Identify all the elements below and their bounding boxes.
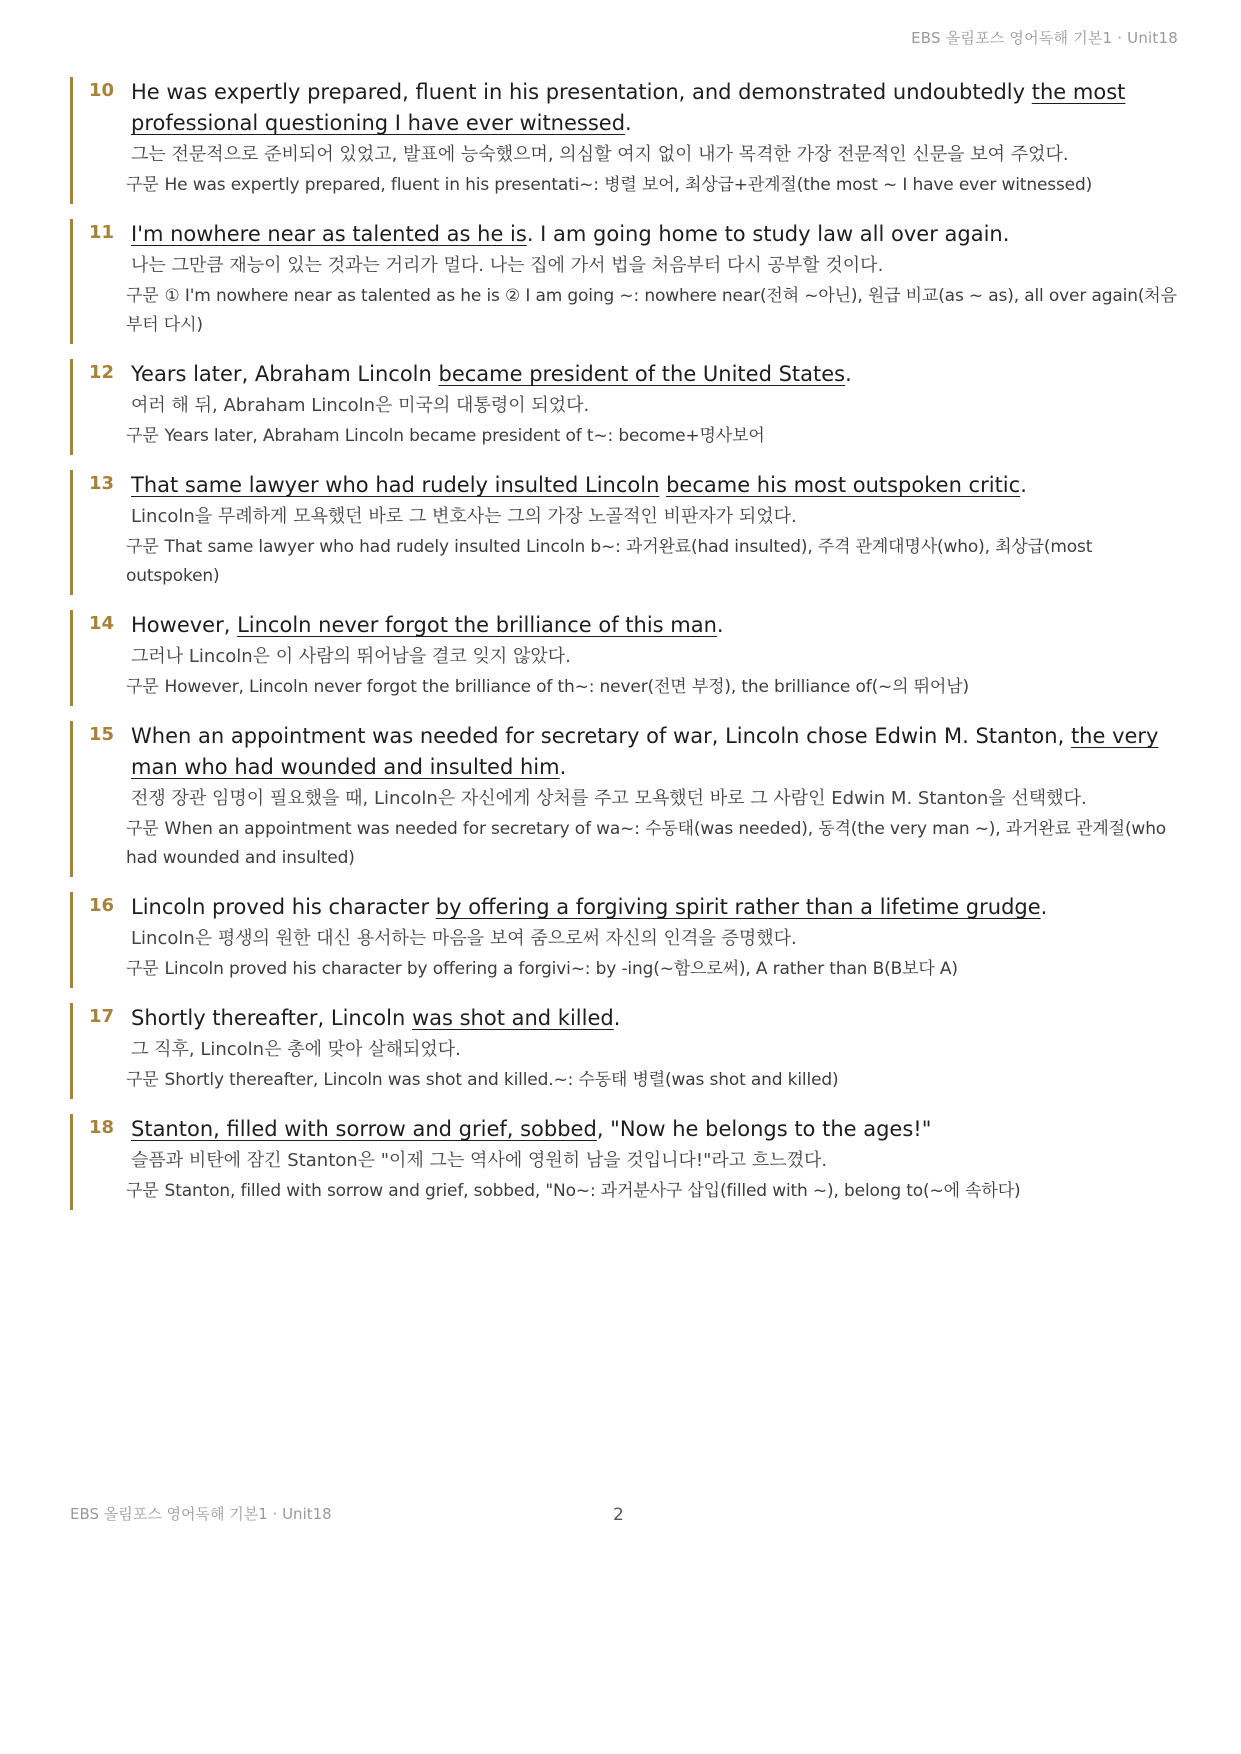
grammar-label: 구문 [126, 175, 159, 195]
running-header: EBS 올림포스 영어독해 기본1 · Unit18 [911, 29, 1178, 47]
underlined-phrase: I'm nowhere near as talented as he is [131, 222, 527, 246]
sentence-number: 16 [89, 895, 115, 916]
underlined-phrase: Stanton, filled with sorrow and grief, sobbed [131, 1117, 597, 1141]
grammar-text: ① I'm nowhere near as talented as he is ② I am going ~: nowhere near(전혀 ~아닌), 원급 비교(as ~ as), all over again(처음부터 다시) [126, 286, 1177, 335]
english-sentence [131, 721, 1180, 783]
sentence-list [70, 77, 1180, 1225]
sentence-item [70, 721, 1180, 877]
english-sentence [131, 219, 1180, 250]
sentence-text: He was expertly prepared, fluent in his presentation, and demonstrated undoubtedly [131, 80, 1032, 104]
sentence-text: . [716, 613, 724, 637]
sentence-item [70, 610, 1180, 706]
underlined-phrase: That same lawyer who had rudely insulted Lincoln [131, 473, 660, 497]
grammar-text: Stanton, filled with sorrow and grief, sobbed, "No~: 과거분사구 삽입(filled with ~), belong to(~에 속하다) [164, 1181, 1021, 1201]
grammar-note [126, 171, 1180, 200]
english-sentence [131, 1003, 1180, 1034]
sentence-text: . [559, 755, 567, 779]
sentence-number: 13 [89, 473, 115, 494]
english-sentence [131, 470, 1180, 501]
sentence-item [70, 1114, 1180, 1210]
grammar-text: That same lawyer who had rudely insulted Lincoln b~: 과거완료(had insulted), 주격 관계대명사(who), 최상급(most outspoken) [126, 537, 1093, 586]
sentence-text: . [613, 1006, 621, 1030]
korean-translation: 나는 그만큼 재능이 있는 것과는 거리가 멀다. 나는 집에 가서 법을 처음부터 다시 공부할 것이다. [131, 255, 884, 276]
korean-translation: 그러나 Lincoln은 이 사람의 뛰어남을 결코 잊지 않았다. [131, 646, 571, 667]
grammar-note [126, 815, 1180, 873]
underlined-phrase: the very man who had wounded and insulted him [131, 724, 1159, 779]
sentence-text: Lincoln proved his character [131, 895, 436, 919]
sentence-content [126, 1003, 1180, 1095]
sentence-item [70, 359, 1180, 455]
sentence-number: 14 [89, 613, 115, 634]
english-sentence [131, 359, 1180, 390]
grammar-note [126, 1177, 1180, 1206]
sentence-text: . [845, 362, 852, 386]
underlined-phrase: by offering a forgiving spirit rather than a lifetime grudge [435, 895, 1041, 919]
sentence-content [126, 610, 1180, 702]
grammar-text: Years later, Abraham Lincoln became president of t~: become+명사보어 [164, 426, 765, 446]
korean-translation: 여러 해 뒤, Abraham Lincoln은 미국의 대통령이 되었다. [131, 395, 590, 416]
grammar-note [126, 282, 1180, 340]
grammar-label: 구문 [126, 959, 159, 979]
english-sentence [131, 610, 1180, 641]
sentence-content [126, 359, 1180, 451]
sentence-number: 15 [89, 724, 115, 745]
grammar-note [126, 673, 1180, 702]
sentence-text: , "Now he belongs to the ages!" [596, 1117, 932, 1141]
grammar-note [126, 1066, 1180, 1095]
sentence-content [126, 219, 1180, 340]
sentence-content [126, 470, 1180, 591]
grammar-text: When an appointment was needed for secretary of wa~: 수동태(was needed), 동격(the very man ~), 과거완료 관계절(who had wounded and insulted) [126, 819, 1167, 868]
korean-translation: 전쟁 장관 임명이 필요했을 때, Lincoln은 자신에게 상처를 주고 모욕했던 바로 그 사람인 Edwin M. Stanton을 선택했다. [131, 788, 1087, 809]
korean-translation: 그는 전문적으로 준비되어 있었고, 발표에 능숙했으며, 의심할 여지 없이 내가 목격한 가장 전문적인 신문을 보여 주었다. [131, 144, 1069, 165]
sentence-item [70, 219, 1180, 344]
sentence-text: . [1040, 895, 1048, 919]
underlined-phrase: was shot and killed [411, 1006, 614, 1030]
korean-translation: 슬픔과 비탄에 잠긴 Stanton은 "이제 그는 역사에 영원히 남을 것입니다!"라고 흐느꼈다. [131, 1150, 828, 1171]
sentence-number: 17 [89, 1006, 115, 1027]
sentence-number: 10 [89, 80, 115, 101]
underlined-phrase: became president of the United States [438, 362, 846, 386]
sentence-number: 11 [89, 222, 115, 243]
english-sentence [131, 77, 1180, 139]
korean-translation: Lincoln을 무례하게 모욕했던 바로 그 변호사는 그의 가장 노골적인 비판자가 되었다. [131, 506, 797, 527]
english-sentence [131, 892, 1180, 923]
grammar-label: 구문 [126, 677, 159, 697]
grammar-label: 구문 [126, 426, 159, 446]
english-sentence [131, 1114, 1180, 1145]
sentence-number: 18 [89, 1117, 115, 1138]
grammar-text: He was expertly prepared, fluent in his presentati~: 병렬 보어, 최상급+관계절(the most ~ I have ever witnessed) [164, 175, 1093, 195]
sentence-text: . I am going home to study law all over again. [526, 222, 1010, 246]
sentence-content [126, 1114, 1180, 1206]
grammar-label: 구문 [126, 819, 159, 839]
sentence-item [70, 77, 1180, 204]
grammar-text: Lincoln proved his character by offering a forgivi~: by -ing(~함으로써), A rather than B(B보다 A) [164, 959, 958, 979]
page-number: 2 [613, 1505, 624, 1525]
underlined-phrase: the most professional questioning I have ever witnessed [131, 80, 1126, 135]
grammar-text: However, Lincoln never forgot the brilliance of th~: never(전면 부정), the brilliance of(~의 뛰어남) [164, 677, 969, 697]
grammar-label: 구문 [126, 286, 159, 306]
underlined-phrase: Lincoln never forgot the brilliance of this man [237, 613, 717, 637]
sentence-number: 12 [89, 362, 115, 383]
korean-translation: Lincoln은 평생의 원한 대신 용서하는 마음을 보여 줌으로써 자신의 인격을 증명했다. [131, 928, 797, 949]
sentence-content [126, 77, 1180, 200]
sentence-item [70, 1003, 1180, 1099]
sentence-item [70, 892, 1180, 988]
grammar-note [126, 533, 1180, 591]
grammar-label: 구문 [126, 1070, 159, 1090]
sentence-content [126, 892, 1180, 984]
grammar-note [126, 955, 1180, 984]
sentence-text: . [1020, 473, 1027, 497]
korean-translation: 그 직후, Lincoln은 총에 맞아 살해되었다. [131, 1039, 461, 1060]
sentence-text: When an appointment was needed for secretary of war, Lincoln chose Edwin M. Stanton, [131, 724, 1071, 748]
grammar-label: 구문 [126, 1181, 159, 1201]
underlined-phrase: became his most outspoken critic [666, 473, 1021, 497]
sentence-text: However, [131, 613, 238, 637]
sentence-text: . [625, 111, 632, 135]
footer-title: EBS 올림포스 영어독해 기본1 · Unit18 [70, 1505, 332, 1523]
grammar-note [126, 422, 1180, 451]
sentence-item [70, 470, 1180, 595]
grammar-text: Shortly thereafter, Lincoln was shot and killed.~: 수동태 병렬(was shot and killed) [164, 1070, 839, 1090]
sentence-content [126, 721, 1180, 873]
grammar-label: 구문 [126, 537, 159, 557]
sentence-text: Years later, Abraham Lincoln [131, 362, 439, 386]
sentence-text: Shortly thereafter, Lincoln [131, 1006, 412, 1030]
